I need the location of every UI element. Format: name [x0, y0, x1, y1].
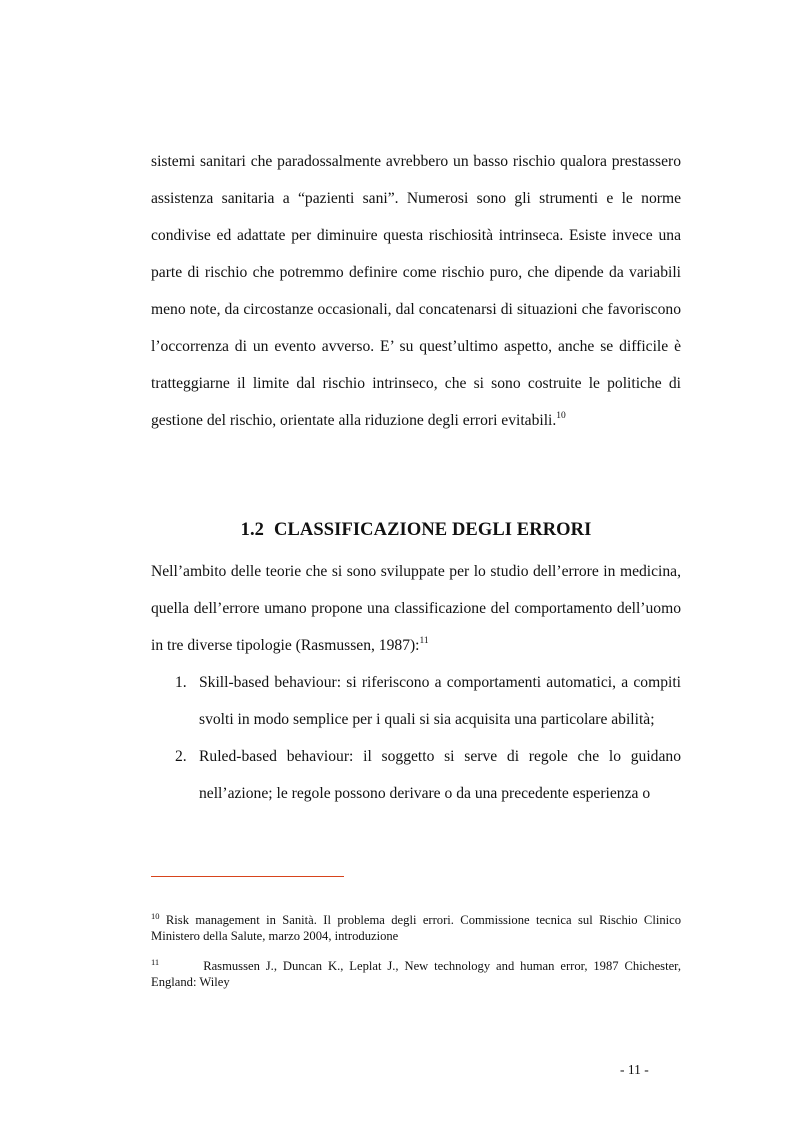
body-paragraph-2 — [151, 553, 681, 664]
page-number: - 11 - — [620, 1062, 649, 1077]
paragraph-1-content — [151, 143, 681, 439]
footnote-text: Risk management in Sanità. Il problema degli errori. Commissione tecnica sul Rischio Clinico Ministero della Salute, marzo 2004, introduzione — [151, 913, 682, 943]
footnote-10 — [151, 912, 681, 944]
footnote-text: Rasmussen J., Duncan K., Leplat J., New technology and human error, 1987 Chichester, England: Wiley — [151, 959, 681, 989]
list-item-text: Ruled-based behaviour: il soggetto si serve di regole che lo guidano nell’azione; le regole possono derivare o da una precedente esperienza o — [199, 748, 681, 802]
list-item-text: Skill-based behaviour: si riferiscono a comportamenti automatici, a compiti svolti in modo semplice per i quali si sia acquisita una particolare abilità; — [199, 674, 681, 728]
footnote-number: 10 — [151, 911, 160, 921]
list-item-marker: 2. — [175, 748, 187, 765]
body-paragraph-1 — [151, 143, 681, 439]
section-heading — [151, 515, 681, 545]
list-item-marker: 1. — [175, 674, 187, 691]
behaviour-list — [151, 664, 681, 812]
footnote-divider — [151, 876, 344, 877]
section-number: 1.2 — [240, 520, 265, 540]
paragraph-2-text: Nell’ambito delle teorie che si sono sviluppate per lo studio dell’errore in medicina, quella dell’errore umano propone una classificazione del comportamento dell’uomo in tre diverse tipologie (Rasmussen, 1987): — [151, 563, 681, 654]
list-item — [151, 664, 681, 738]
paragraph-1-text: sistemi sanitari che paradossalmente avrebbero un basso rischio qualora prestassero assistenza sanitaria a “pazienti sani”. Numerosi sono gli strumenti e le norme condivise ed adattate per diminuire questa rischiosità intrinseca. Esiste invece una parte di rischio che potremmo definire come rischio puro, che dipende da variabili meno note, da circostanze occasionali, dal concatenarsi di situazioni che favoriscono l’occorrenza di un evento avverso. E’ su quest’ultimo aspetto, anche se difficile è tratteggiarne il limite dal rischio intrinseco, che si sono costruite le politiche di gestione del rischio, orientate alla riduzione degli errori evitabili. — [151, 153, 681, 429]
list-item — [151, 738, 681, 812]
section-title: CLASSIFICAZIONE DEGLI ERRORI — [274, 520, 592, 540]
footnote-number: 11 — [151, 957, 160, 967]
footnote-11 — [151, 958, 681, 990]
footnote-ref-10: 10 — [556, 411, 566, 421]
paragraph-2-content — [151, 553, 681, 664]
footnote-ref-11: 11 — [419, 636, 429, 646]
